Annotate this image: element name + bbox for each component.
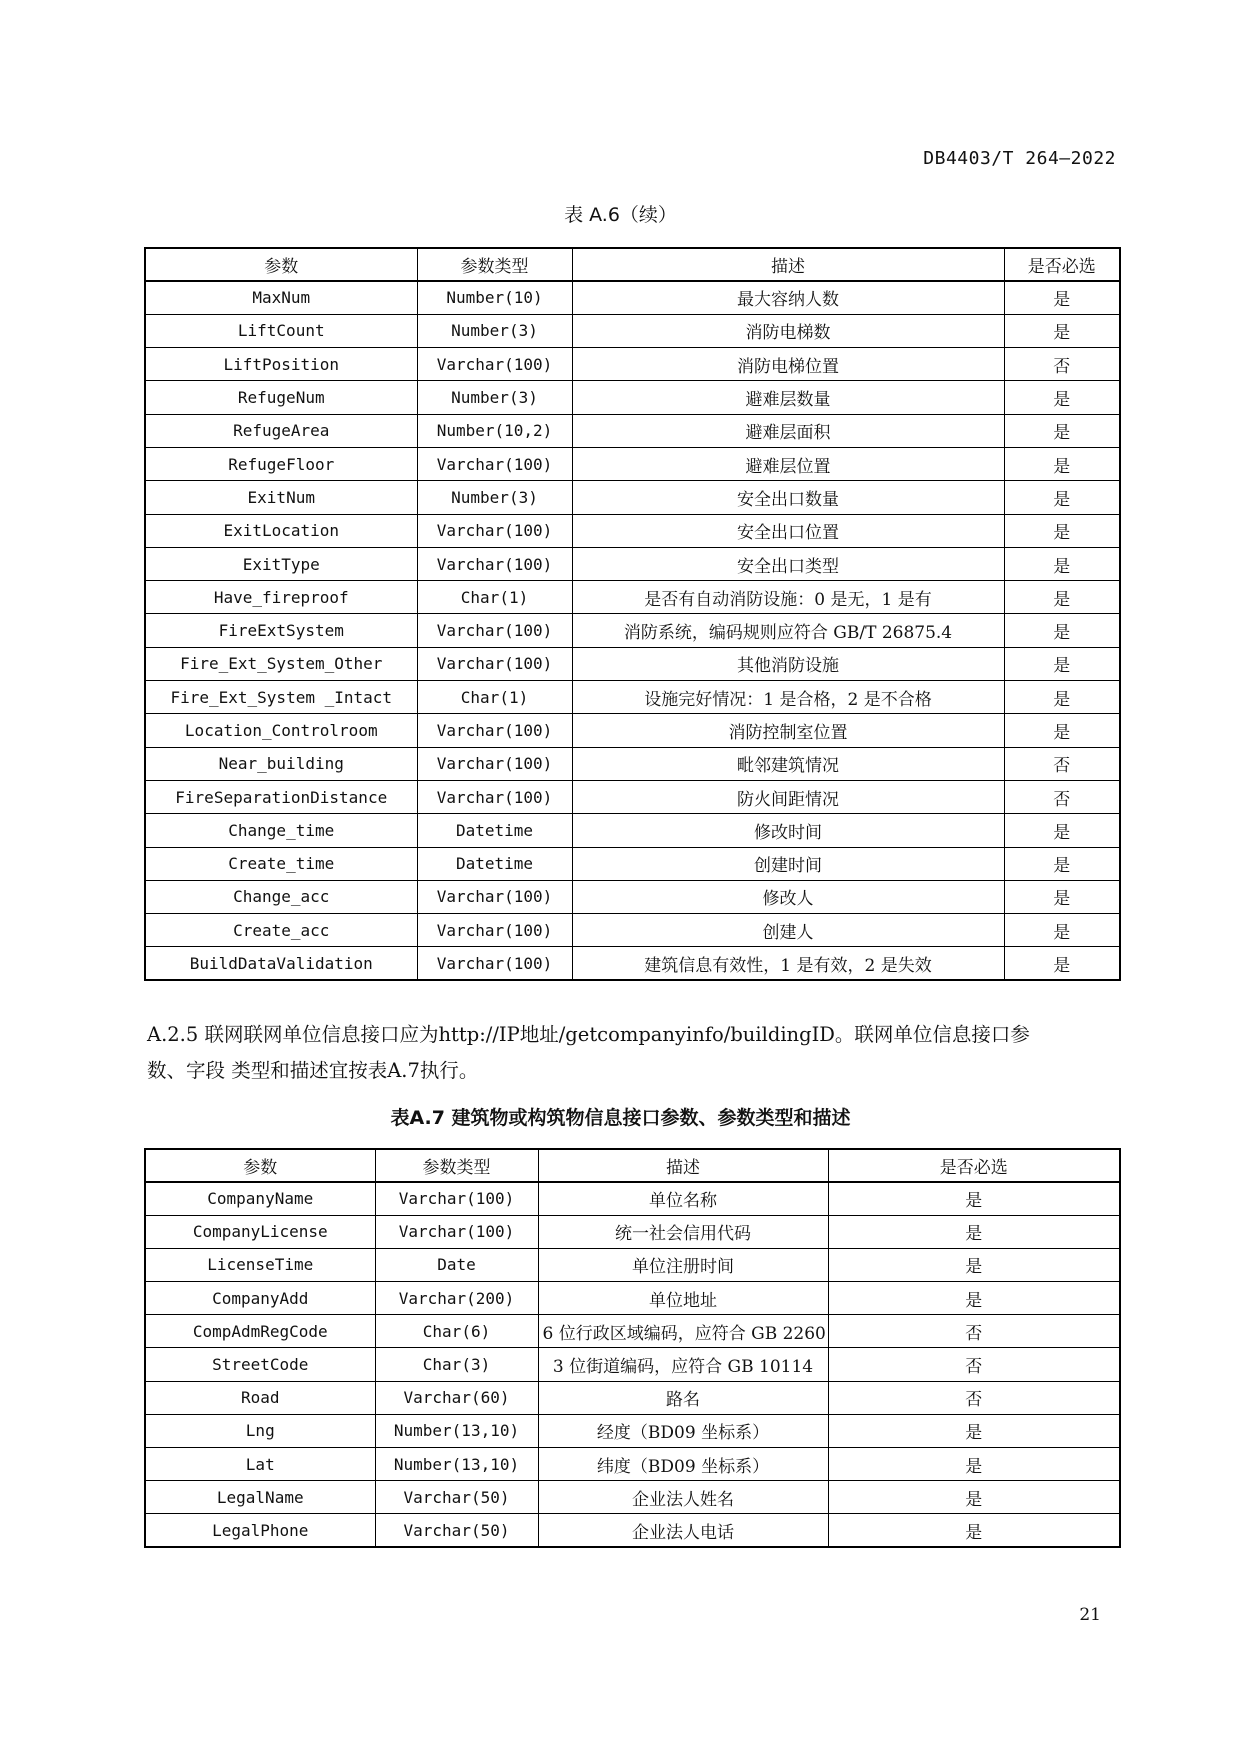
cell-type: Varchar(100) (417, 547, 572, 580)
cell-required: 否 (828, 1315, 1120, 1348)
cell-desc: 是否有自动消防设施：0 是无，1 是有 (572, 581, 1004, 614)
cell-desc: 创建人 (572, 914, 1004, 947)
col-header-desc: 描述 (572, 248, 1004, 281)
cell-required: 是 (828, 1215, 1120, 1248)
cell-param: RefugeArea (145, 414, 417, 447)
cell-param: Fire_Ext_System _Intact (145, 681, 417, 714)
table-row (145, 614, 1120, 647)
cell-type: Number(3) (417, 381, 572, 414)
cell-type: Varchar(60) (375, 1381, 538, 1414)
cell-required: 是 (828, 1481, 1120, 1514)
cell-desc: 3 位街道编码，应符合 GB 10114 (538, 1348, 828, 1381)
cell-desc: 修改人 (572, 880, 1004, 913)
table-row (145, 381, 1120, 414)
cell-param: RefugeNum (145, 381, 417, 414)
cell-param: Location_Controlroom (145, 714, 417, 747)
cell-type: Varchar(100) (417, 447, 572, 480)
cell-param: LegalPhone (145, 1514, 375, 1547)
cell-desc: 企业法人姓名 (538, 1481, 828, 1514)
cell-required: 是 (828, 1514, 1120, 1547)
table2-caption: 表A.7 建筑物或构筑物信息接口参数、参数类型和描述 (390, 1107, 851, 1129)
cell-required: 是 (1004, 481, 1120, 514)
col-header-required: 是否必选 (1004, 248, 1120, 281)
cell-type: Number(10,2) (417, 414, 572, 447)
cell-param: Have_fireproof (145, 581, 417, 614)
cell-required: 是 (1004, 547, 1120, 580)
cell-required: 是 (1004, 514, 1120, 547)
cell-desc: 消防电梯位置 (572, 348, 1004, 381)
col-header-param: 参数 (145, 248, 417, 281)
cell-required: 是 (1004, 314, 1120, 347)
table-row (145, 880, 1120, 913)
cell-type: Char(1) (417, 681, 572, 714)
cell-type: Number(13,10) (375, 1448, 538, 1481)
table-row (145, 481, 1120, 514)
cell-type: Varchar(100) (375, 1182, 538, 1215)
cell-desc: 统一社会信用代码 (538, 1215, 828, 1248)
cell-type: Varchar(50) (375, 1481, 538, 1514)
cell-desc: 纬度（BD09 坐标系） (538, 1448, 828, 1481)
cell-required: 否 (1004, 780, 1120, 813)
cell-type: Datetime (417, 847, 572, 880)
cell-desc: 经度（BD09 坐标系） (538, 1414, 828, 1447)
cell-param: LegalName (145, 1481, 375, 1514)
cell-type: Varchar(100) (417, 348, 572, 381)
col-header-type: 参数类型 (417, 248, 572, 281)
table-row (145, 514, 1120, 547)
table-row (145, 1315, 1120, 1348)
cell-type: Number(13,10) (375, 1414, 538, 1447)
cell-type: Char(3) (375, 1348, 538, 1381)
table-row (145, 914, 1120, 947)
table-row (145, 681, 1120, 714)
cell-desc: 其他消防设施 (572, 647, 1004, 680)
cell-required: 是 (1004, 414, 1120, 447)
cell-desc: 最大容纳人数 (572, 281, 1004, 314)
cell-param: CompanyAdd (145, 1282, 375, 1315)
cell-required: 是 (1004, 647, 1120, 680)
table-row (145, 647, 1120, 680)
table-row (145, 447, 1120, 480)
cell-required: 是 (1004, 381, 1120, 414)
cell-desc: 单位名称 (538, 1182, 828, 1215)
table-row (145, 1348, 1120, 1381)
cell-required: 否 (828, 1381, 1120, 1414)
section-a25-paragraph (147, 1017, 1117, 1089)
cell-desc: 设施完好情况：1 是合格，2 是不合格 (572, 681, 1004, 714)
table-row (145, 947, 1120, 980)
cell-param: CompanyName (145, 1182, 375, 1215)
cell-param: RefugeFloor (145, 447, 417, 480)
cell-param: LiftCount (145, 314, 417, 347)
cell-type: Varchar(200) (375, 1282, 538, 1315)
cell-required: 是 (1004, 714, 1120, 747)
col-header-desc: 描述 (538, 1149, 828, 1182)
cell-required: 是 (828, 1414, 1120, 1447)
cell-param: Create_time (145, 847, 417, 880)
table-row (145, 414, 1120, 447)
table-row (145, 714, 1120, 747)
cell-desc: 消防电梯数 (572, 314, 1004, 347)
cell-type: Varchar(100) (417, 914, 572, 947)
cell-type: Varchar(100) (417, 780, 572, 813)
cell-required: 是 (1004, 914, 1120, 947)
table-a7 (144, 1148, 1121, 1548)
col-header-param: 参数 (145, 1149, 375, 1182)
table-row (145, 1514, 1120, 1547)
cell-required: 是 (828, 1248, 1120, 1281)
cell-param: Fire_Ext_System_Other (145, 647, 417, 680)
cell-required: 否 (828, 1348, 1120, 1381)
cell-desc: 单位地址 (538, 1282, 828, 1315)
cell-desc: 避难层位置 (572, 447, 1004, 480)
cell-type: Number(3) (417, 481, 572, 514)
cell-param: Change_time (145, 814, 417, 847)
cell-type: Char(1) (417, 581, 572, 614)
table-row (145, 1481, 1120, 1514)
cell-param: Lng (145, 1414, 375, 1447)
cell-param: Lat (145, 1448, 375, 1481)
cell-type: Varchar(100) (417, 647, 572, 680)
table-row (145, 348, 1120, 381)
cell-param: FireExtSystem (145, 614, 417, 647)
cell-param: Near_building (145, 747, 417, 780)
cell-desc: 避难层数量 (572, 381, 1004, 414)
cell-required: 是 (828, 1282, 1120, 1315)
col-header-required: 是否必选 (828, 1149, 1120, 1182)
cell-param: ExitType (145, 547, 417, 580)
table-row (145, 780, 1120, 813)
cell-required: 是 (1004, 614, 1120, 647)
cell-param: CompAdmRegCode (145, 1315, 375, 1348)
cell-param: FireSeparationDistance (145, 780, 417, 813)
cell-desc: 6 位行政区域编码，应符合 GB 2260 (538, 1315, 828, 1348)
cell-required: 是 (828, 1448, 1120, 1481)
table-row (145, 547, 1120, 580)
table-row (145, 1282, 1120, 1315)
table-row (145, 1381, 1120, 1414)
cell-type: Date (375, 1248, 538, 1281)
cell-desc: 安全出口位置 (572, 514, 1004, 547)
cell-type: Number(3) (417, 314, 572, 347)
cell-desc: 单位注册时间 (538, 1248, 828, 1281)
cell-required: 是 (1004, 947, 1120, 980)
table-row (145, 314, 1120, 347)
cell-desc: 消防控制室位置 (572, 714, 1004, 747)
cell-type: Varchar(100) (417, 880, 572, 913)
cell-type: Number(10) (417, 281, 572, 314)
document-code: DB4403/T 264—2022 (923, 148, 1116, 169)
cell-param: BuildDataValidation (145, 947, 417, 980)
page-number: 21 (1079, 1605, 1101, 1625)
cell-desc: 企业法人电话 (538, 1514, 828, 1547)
cell-param: Road (145, 1381, 375, 1414)
cell-required: 是 (1004, 847, 1120, 880)
cell-type: Varchar(100) (417, 947, 572, 980)
cell-required: 否 (1004, 348, 1120, 381)
paragraph-line-2: 数、字段 类型和描述宜按表A.7执行。 (147, 1059, 479, 1082)
cell-desc: 建筑信息有效性，1 是有效，2 是失效 (572, 947, 1004, 980)
paragraph-line-1: A.2.5 联网联网单位信息接口应为http://IP地址/getcompanyinfo/buildingID。联网单位信息接口参 (147, 1023, 1030, 1046)
cell-desc: 创建时间 (572, 847, 1004, 880)
col-header-type: 参数类型 (375, 1149, 538, 1182)
table-row (145, 747, 1120, 780)
table-row (145, 1414, 1120, 1447)
cell-type: Varchar(100) (417, 747, 572, 780)
cell-desc: 路名 (538, 1381, 828, 1414)
table-row (145, 1248, 1120, 1281)
cell-type: Char(6) (375, 1315, 538, 1348)
cell-param: LicenseTime (145, 1248, 375, 1281)
cell-param: Create_acc (145, 914, 417, 947)
cell-param: StreetCode (145, 1348, 375, 1381)
cell-type: Varchar(50) (375, 1514, 538, 1547)
cell-param: ExitNum (145, 481, 417, 514)
table-row (145, 1182, 1120, 1215)
cell-required: 是 (1004, 814, 1120, 847)
cell-desc: 消防系统，编码规则应符合 GB/T 26875.4 (572, 614, 1004, 647)
table-row (145, 814, 1120, 847)
cell-required: 是 (1004, 581, 1120, 614)
cell-desc: 安全出口数量 (572, 481, 1004, 514)
cell-type: Varchar(100) (375, 1215, 538, 1248)
cell-type: Varchar(100) (417, 514, 572, 547)
cell-desc: 防火间距情况 (572, 780, 1004, 813)
cell-param: LiftPosition (145, 348, 417, 381)
table-row (145, 1215, 1120, 1248)
cell-desc: 修改时间 (572, 814, 1004, 847)
cell-required: 是 (828, 1182, 1120, 1215)
cell-type: Varchar(100) (417, 714, 572, 747)
cell-required: 否 (1004, 747, 1120, 780)
cell-required: 是 (1004, 281, 1120, 314)
table-a6 (144, 247, 1121, 981)
table-row (145, 581, 1120, 614)
table1-caption: 表 A.6（续） (564, 204, 677, 226)
cell-desc: 毗邻建筑情况 (572, 747, 1004, 780)
cell-desc: 安全出口类型 (572, 547, 1004, 580)
cell-required: 是 (1004, 447, 1120, 480)
cell-type: Varchar(100) (417, 614, 572, 647)
table-row (145, 281, 1120, 314)
table-row (145, 1448, 1120, 1481)
cell-param: ExitLocation (145, 514, 417, 547)
cell-param: CompanyLicense (145, 1215, 375, 1248)
cell-required: 是 (1004, 880, 1120, 913)
table-row (145, 847, 1120, 880)
cell-param: Change_acc (145, 880, 417, 913)
cell-param: MaxNum (145, 281, 417, 314)
cell-type: Datetime (417, 814, 572, 847)
cell-desc: 避难层面积 (572, 414, 1004, 447)
cell-required: 是 (1004, 681, 1120, 714)
